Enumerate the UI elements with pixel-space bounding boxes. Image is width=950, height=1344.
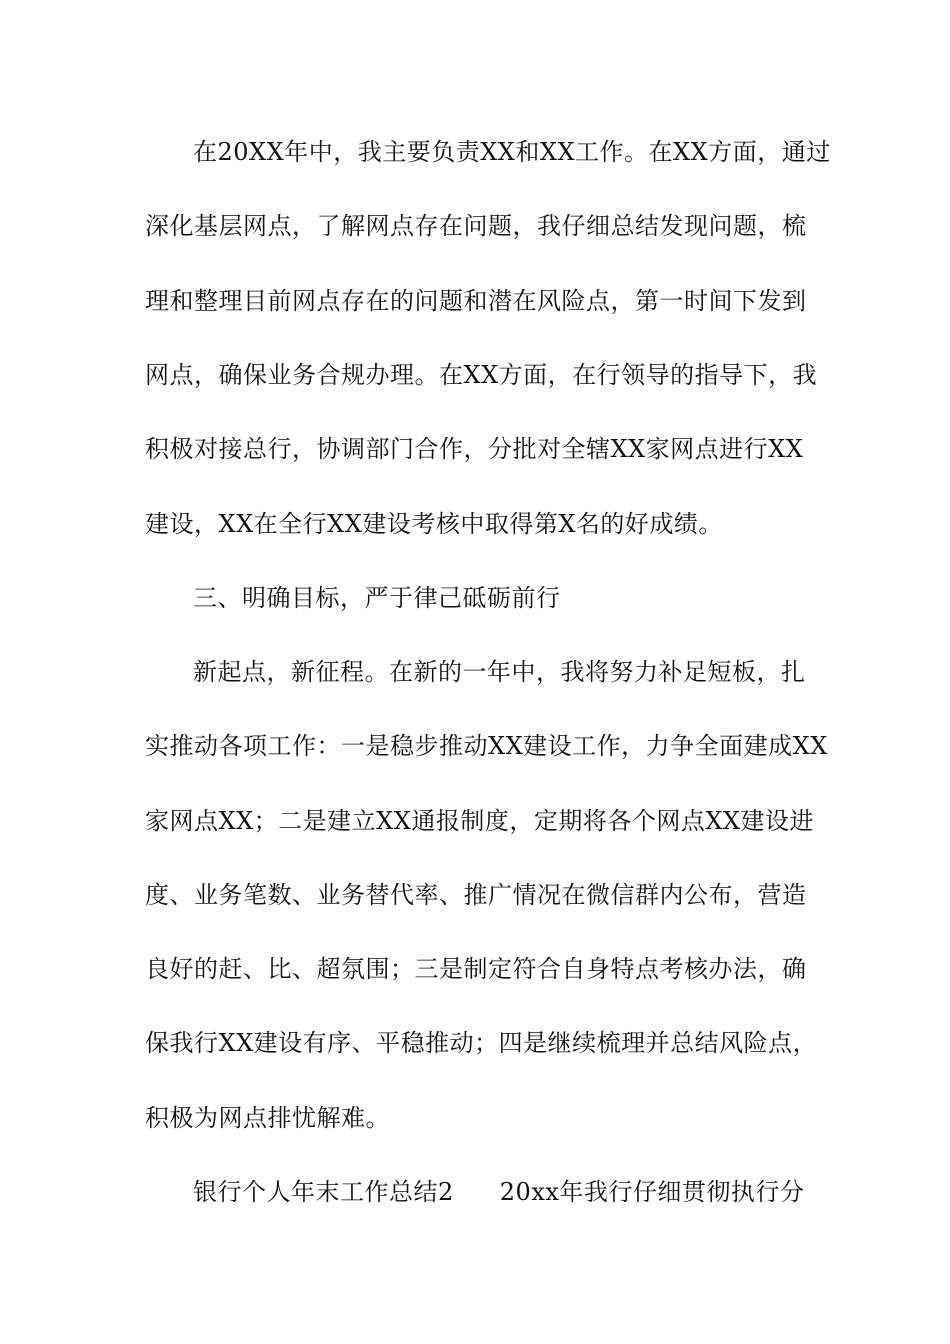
section-2-line — [193, 1177, 863, 1207]
paragraph-2-line-4: 度、业务笔数、业务替代率、推广情况在微信群内公布，营造 — [145, 881, 807, 909]
paragraph-2-line-7: 积极为网点排忧解难。 — [145, 1104, 390, 1132]
paragraph-2-line-6: 保我行XX建设有序、平稳推动；四是继续梳理并总结风险点， — [145, 1029, 818, 1057]
paragraph-1-line-5: 积极对接总行，协调部门合作，分批对全辖XX家网点进行XX — [145, 435, 804, 463]
paragraph-2-line-2: 实推动各项工作：一是稳步推动XX建设工作，力争全面建成XX — [145, 732, 828, 760]
paragraph-2-line-1: 新起点，新征程。在新的一年中，我将努力补足短板，扎 — [193, 658, 806, 686]
paragraph-1-line-1: 在20XX年中，我主要负责XX和XX工作。在XX方面，通过 — [193, 138, 831, 166]
paragraph-2-line-5: 良好的赶、比、超氛围；三是制定符合自身特点考核办法，确 — [145, 955, 807, 983]
paragraph-1-line-4: 网点，确保业务合规办理。在XX方面，在行领导的指导下，我 — [145, 361, 818, 389]
paragraph-1-line-6: 建设，XX在全行XX建设考核中取得第X名的好成绩。 — [145, 510, 723, 538]
section-2-title: 银行个人年末工作总结2 — [193, 1178, 454, 1206]
paragraph-2-line-3: 家网点XX；二是建立XX通报制度，定期将各个网点XX建设进 — [145, 807, 815, 835]
section-2-first-line: 20xx年我行仔细贯彻执行分 — [499, 1178, 805, 1206]
section-heading-3: 三、明确目标，严于律己砥砺前行 — [193, 584, 561, 612]
paragraph-1-line-2: 深化基层网点，了解网点存在问题，我仔细总结发现问题，梳 — [145, 212, 807, 240]
paragraph-1-line-3: 理和整理目前网点存在的问题和潜在风险点，第一时间下发到 — [145, 287, 807, 315]
